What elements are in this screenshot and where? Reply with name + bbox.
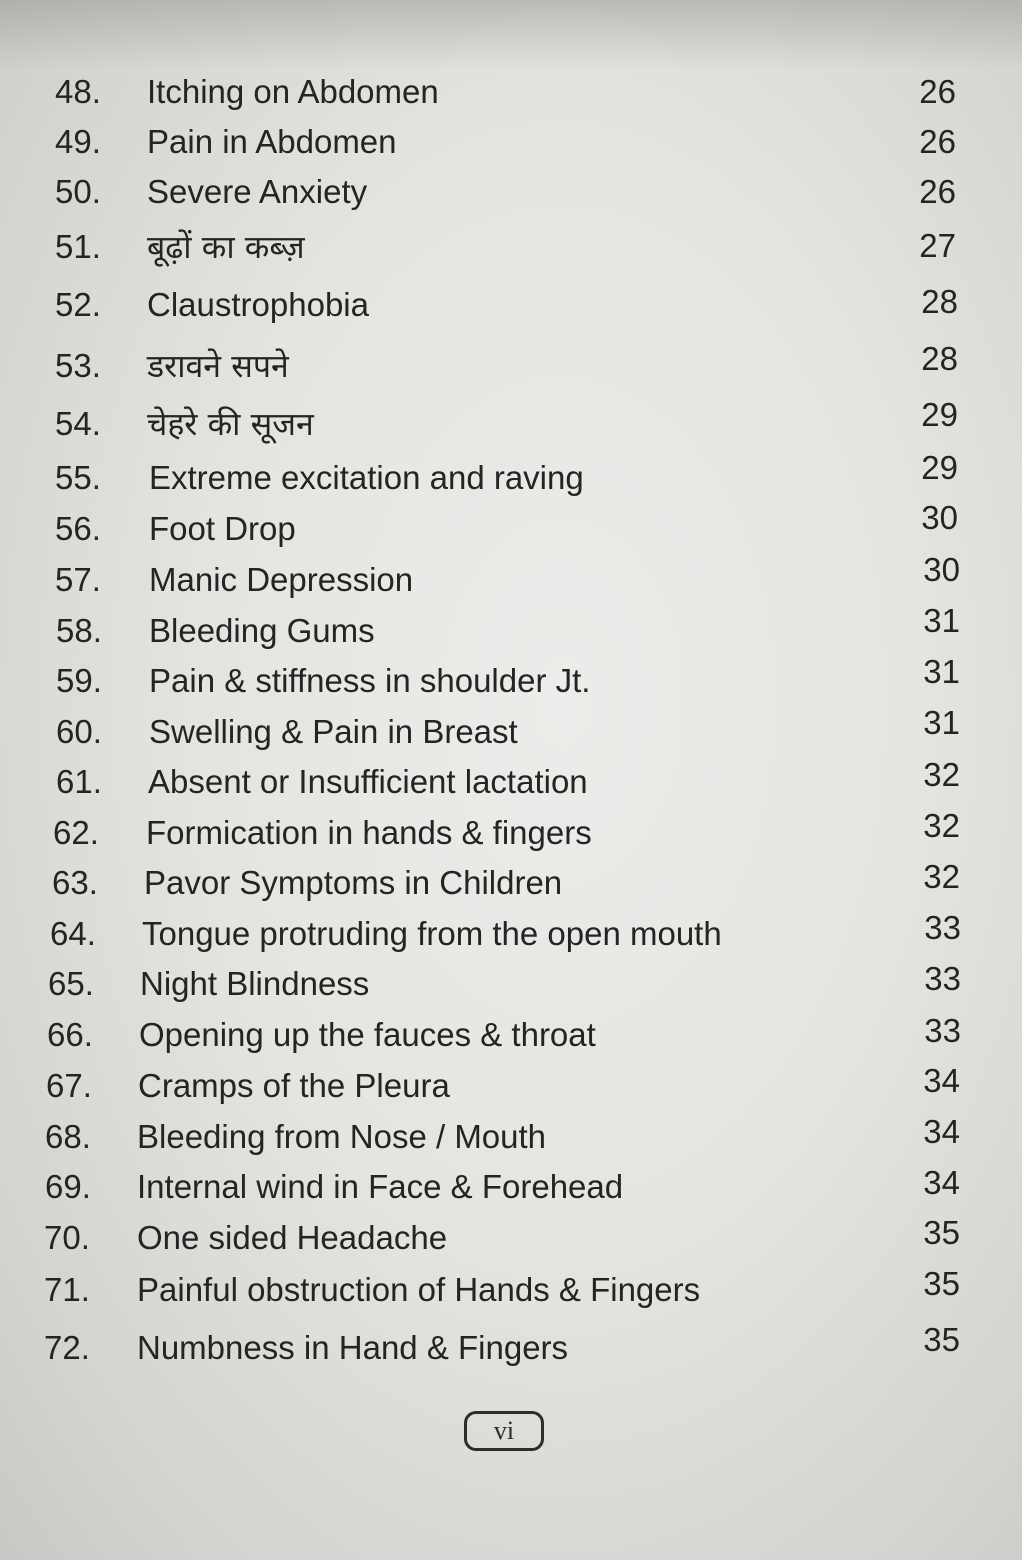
entry-title: Pain & stiffness in shoulder Jt.	[149, 662, 591, 699]
entry-page-number: 32	[923, 807, 960, 844]
entry-page-number: 29	[921, 449, 958, 486]
entry-page-number: 32	[923, 858, 960, 895]
entry-page-number: 26	[919, 73, 956, 110]
entry-number: 61.	[56, 763, 102, 800]
entry-number: 51.	[55, 228, 101, 265]
entry-number: 52.	[55, 286, 101, 323]
entry-number: 68.	[45, 1118, 91, 1155]
entry-number: 64.	[50, 915, 96, 952]
entry-number: 48.	[55, 73, 101, 110]
entry-title: बूढ़ों का कब्ज़	[147, 228, 305, 266]
entry-number: 71.	[44, 1271, 90, 1308]
entry-title: Formication in hands & fingers	[146, 814, 592, 851]
entry-page-number: 33	[924, 1012, 961, 1049]
entry-title: Claustrophobia	[147, 286, 369, 323]
entry-number: 65.	[48, 965, 94, 1002]
entry-number: 56.	[55, 510, 101, 547]
entry-title: Extreme excitation and raving	[149, 459, 584, 496]
entry-page-number: 29	[921, 396, 958, 433]
entry-title: Bleeding from Nose / Mouth	[137, 1118, 547, 1155]
entry-page-number: 31	[923, 653, 960, 690]
entry-number: 66.	[47, 1016, 93, 1053]
entry-page-number: 34	[923, 1113, 960, 1150]
entry-title: चेहरे की सूजन	[147, 405, 314, 443]
entry-page-number: 35	[923, 1321, 960, 1358]
entry-number: 49.	[55, 123, 101, 160]
entry-number: 53.	[55, 347, 101, 384]
entry-number: 59.	[56, 662, 102, 699]
entry-title: Internal wind in Face & Forehead	[137, 1168, 624, 1205]
entry-title: One sided Headache	[137, 1219, 448, 1256]
entry-number: 70.	[44, 1219, 90, 1256]
entry-title: Itching on Abdomen	[147, 73, 439, 110]
entry-page-number: 33	[924, 960, 961, 997]
entry-number: 63.	[52, 864, 98, 901]
entry-page-number: 28	[921, 283, 958, 320]
entry-page-number: 35	[923, 1214, 960, 1251]
entry-page-number: 32	[923, 756, 960, 793]
entry-page-number: 35	[923, 1265, 960, 1302]
entry-number: 62.	[53, 814, 99, 851]
entry-title: डरावने सपने	[147, 347, 289, 385]
entry-number: 50.	[55, 173, 101, 210]
entry-title: Pain in Abdomen	[147, 123, 397, 160]
entry-title: Manic Depression	[149, 561, 414, 598]
entry-title: Severe Anxiety	[147, 173, 368, 210]
entry-title: Pavor Symptoms in Children	[144, 864, 563, 901]
entry-page-number: 34	[923, 1164, 960, 1201]
entry-page-number: 26	[919, 123, 956, 160]
entry-number: 67.	[46, 1067, 92, 1104]
entry-page-number: 27	[919, 227, 956, 264]
entry-title: Cramps of the Pleura	[138, 1067, 450, 1104]
entry-number: 57.	[55, 561, 101, 598]
entry-title: Opening up the fauces & throat	[139, 1016, 596, 1053]
entry-page-number: 26	[919, 173, 956, 210]
entry-page-number: 30	[921, 499, 958, 536]
entry-number: 72.	[44, 1329, 90, 1366]
entry-title: Night Blindness	[140, 965, 370, 1002]
entry-title: Absent or Insufficient lactation	[148, 763, 588, 800]
entry-page-number: 33	[924, 909, 961, 946]
entry-number: 69.	[45, 1168, 91, 1205]
entry-page-number: 31	[923, 602, 960, 639]
entry-number: 55.	[55, 459, 101, 496]
entry-number: 54.	[55, 405, 101, 442]
entry-page-number: 34	[923, 1062, 960, 1099]
entry-title: Tongue protruding from the open mouth	[142, 915, 722, 952]
entry-page-number: 31	[923, 704, 960, 741]
entry-title: Swelling & Pain in Breast	[149, 713, 518, 750]
entry-number: 60.	[56, 713, 102, 750]
entry-title: Bleeding Gums	[149, 612, 375, 649]
entry-page-number: 30	[923, 551, 960, 588]
entry-title: Foot Drop	[149, 510, 296, 547]
page-folio: vi	[464, 1411, 544, 1451]
entry-number: 58.	[56, 612, 102, 649]
entry-title: Numbness in Hand & Fingers	[137, 1329, 569, 1366]
entry-page-number: 28	[921, 340, 958, 377]
entry-title: Painful obstruction of Hands & Fingers	[137, 1271, 701, 1308]
